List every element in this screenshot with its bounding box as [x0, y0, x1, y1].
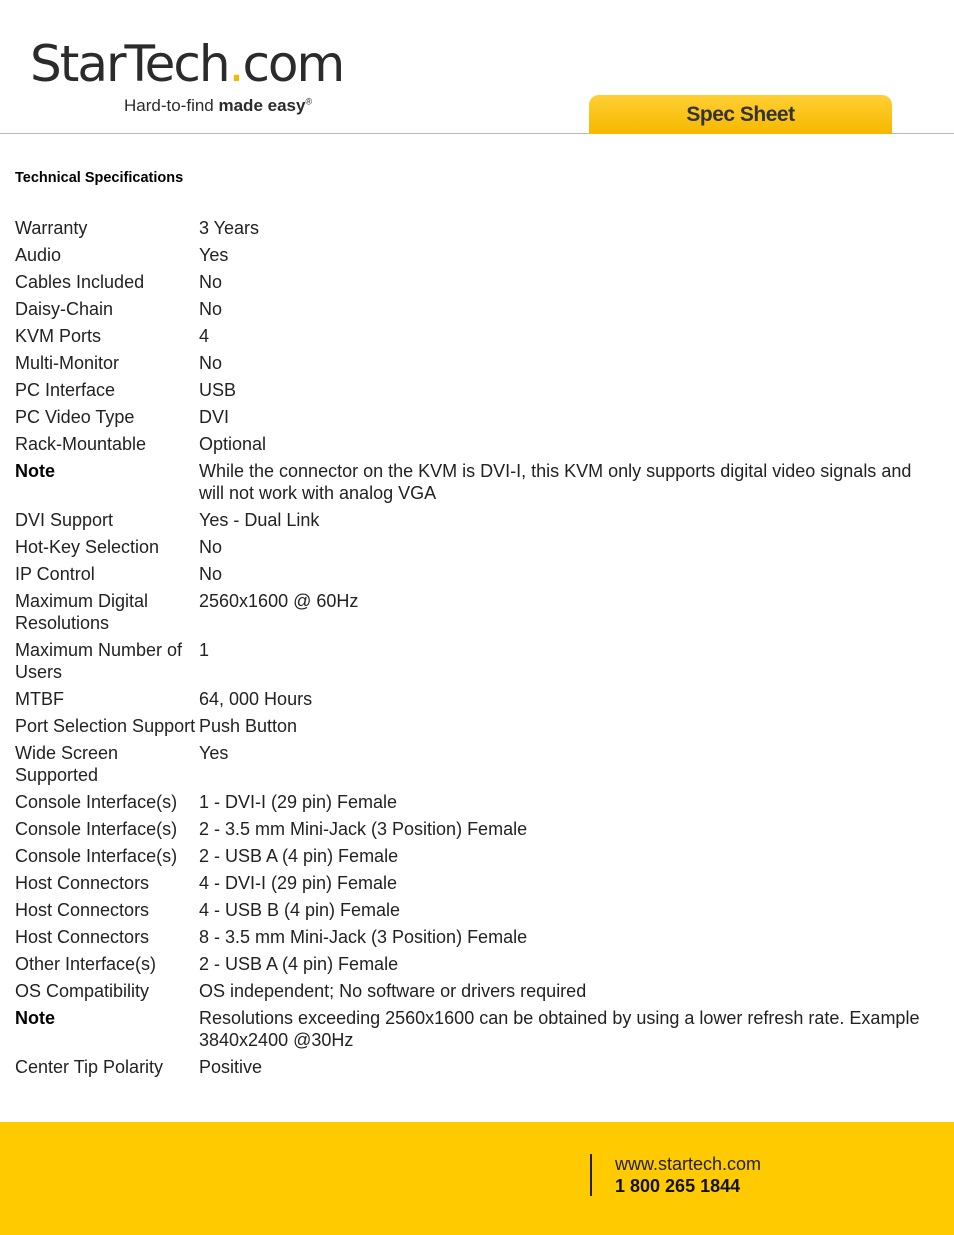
spec-value: Resolutions exceeding 2560x1600 can be obtained by using a lower refresh rate. Example 3840x2400 @30Hz: [199, 1008, 920, 1050]
spec-value: 2 - 3.5 mm Mini-Jack (3 Position) Female: [199, 819, 528, 839]
spec-value: 4: [199, 326, 210, 346]
spec-label: Maximum Digital Resolutions: [15, 591, 149, 633]
spec-label: IP Control: [15, 564, 95, 584]
tagline-prefix: Hard-to-find: [124, 96, 219, 115]
spec-row: [15, 872, 935, 894]
spec-value: DVI: [199, 407, 230, 427]
page-footer: [0, 1122, 954, 1235]
spec-label: Port Selection Support: [15, 716, 196, 736]
spec-label: Console Interface(s): [15, 846, 178, 866]
spec-row: [15, 244, 935, 266]
spec-row: [15, 953, 935, 975]
spec-value: Push Button: [199, 716, 298, 736]
spec-value: USB: [199, 380, 237, 400]
spec-label: OS Compatibility: [15, 981, 150, 1001]
spec-row: [15, 271, 935, 293]
footer-divider: [590, 1154, 592, 1196]
tagline-mark: ®: [305, 96, 313, 107]
spec-row: [15, 688, 935, 710]
spec-note-row: [15, 460, 935, 504]
spec-row: [15, 352, 935, 374]
spec-row: [15, 639, 935, 683]
logo-text-start: StarTech: [30, 35, 229, 93]
spec-value: 2 - USB A (4 pin) Female: [199, 954, 399, 974]
spec-label: Audio: [15, 245, 62, 265]
spec-label: PC Interface: [15, 380, 116, 400]
spec-value: Yes: [199, 245, 229, 265]
spec-label: Other Interface(s): [15, 954, 157, 974]
spec-value: 3 Years: [199, 218, 260, 238]
spec-row: [15, 536, 935, 558]
spec-row: [15, 926, 935, 948]
spec-row: [15, 509, 935, 531]
page-header: [0, 0, 954, 134]
spec-label: Center Tip Polarity: [15, 1057, 164, 1077]
spec-label: Console Interface(s): [15, 819, 178, 839]
spec-label: Maximum Number of Users: [15, 640, 183, 682]
spec-row: [15, 1056, 935, 1078]
spec-sheet-tab-label: Spec Sheet: [686, 103, 795, 126]
spec-value: 2560x1600 @ 60Hz: [199, 591, 359, 611]
spec-value: 1 - DVI-I (29 pin) Female: [199, 792, 398, 812]
spec-row: [15, 715, 935, 737]
spec-label: Warranty: [15, 218, 88, 238]
spec-label: Multi-Monitor: [15, 353, 120, 373]
spec-row: [15, 980, 935, 1002]
tagline-bold: made easy: [218, 96, 306, 115]
spec-row: [15, 818, 935, 840]
spec-row: [15, 379, 935, 401]
spec-label: DVI Support: [15, 510, 114, 530]
logo-text-dot: .: [228, 35, 243, 93]
spec-value: No: [199, 299, 223, 319]
spec-row: [15, 845, 935, 867]
spec-label: Rack-Mountable: [15, 434, 147, 454]
spec-row: [15, 791, 935, 813]
spec-value: 64, 000 Hours: [199, 689, 313, 709]
spec-label: KVM Ports: [15, 326, 102, 346]
spec-value: 4 - USB B (4 pin) Female: [199, 900, 401, 920]
spec-row: [15, 742, 935, 786]
spec-label: Host Connectors: [15, 900, 150, 920]
spec-value: Yes - Dual Link: [199, 510, 320, 530]
spec-value: 4 - DVI-I (29 pin) Female: [199, 873, 398, 893]
footer-website-link[interactable]: www.startech.com: [615, 1154, 762, 1174]
spec-value: OS independent; No software or drivers required: [199, 981, 587, 1001]
spec-row: [15, 433, 935, 455]
spec-value: No: [199, 564, 223, 584]
spec-row: [15, 563, 935, 585]
spec-label: Wide Screen Supported: [15, 743, 119, 785]
spec-value: No: [199, 353, 223, 373]
spec-label: Host Connectors: [15, 873, 150, 893]
spec-row: [15, 406, 935, 428]
logo-wordmark: [30, 34, 343, 94]
spec-row: [15, 590, 935, 634]
spec-label: Note: [15, 1008, 55, 1028]
spec-row: [15, 217, 935, 239]
spec-value: While the connector on the KVM is DVI-I, this KVM only supports digital video signals and will not work with analog VGA: [199, 461, 912, 503]
spec-sheet-tab: [589, 95, 892, 134]
spec-row: [15, 899, 935, 921]
startech-logo[interactable]: [28, 34, 344, 124]
spec-label: MTBF: [15, 689, 64, 709]
spec-value: 1: [199, 640, 210, 660]
spec-table: [15, 217, 935, 1083]
spec-label: Daisy-Chain: [15, 299, 114, 319]
spec-value: 8 - 3.5 mm Mini-Jack (3 Position) Female: [199, 927, 528, 947]
spec-row: [15, 325, 935, 347]
spec-label: Hot-Key Selection: [15, 537, 160, 557]
spec-label: Note: [15, 461, 55, 481]
footer-phone: 1 800 265 1844: [615, 1176, 741, 1196]
spec-note-row: [15, 1007, 935, 1051]
spec-label: Console Interface(s): [15, 792, 178, 812]
logo-text-end: com: [242, 35, 344, 93]
logo-tagline: [124, 96, 312, 116]
spec-label: Host Connectors: [15, 927, 150, 947]
section-title: Technical Specifications: [15, 170, 184, 186]
spec-label: Cables Included: [15, 272, 145, 292]
spec-value: No: [199, 272, 223, 292]
spec-value: Optional: [199, 434, 267, 454]
spec-label: PC Video Type: [15, 407, 135, 427]
spec-value: 2 - USB A (4 pin) Female: [199, 846, 399, 866]
spec-value: Yes: [199, 743, 229, 763]
spec-row: [15, 298, 935, 320]
spec-value: Positive: [199, 1057, 263, 1077]
spec-value: No: [199, 537, 223, 557]
